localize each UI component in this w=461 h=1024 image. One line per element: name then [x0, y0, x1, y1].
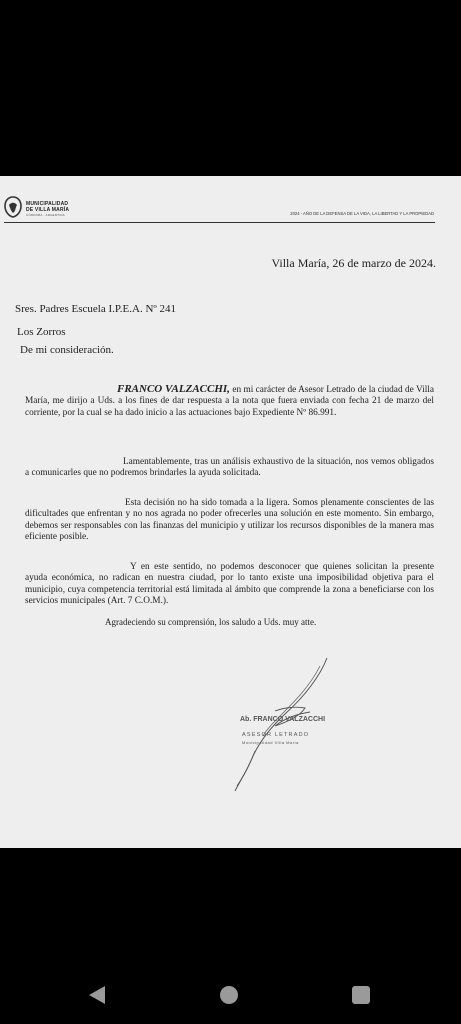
closing-line: Agradeciendo su comprensión, los saludo a Uds. muy atte. — [105, 617, 317, 627]
signer-name: Ab. FRANCO VALZACCHI — [240, 716, 326, 723]
paragraph-1 — [25, 384, 434, 419]
letterhead-org — [26, 202, 69, 219]
handwritten-signature — [225, 656, 355, 796]
letter-date: Villa María, 26 de marzo de 2024. — [271, 256, 436, 270]
letterhead-divider — [4, 222, 435, 223]
letterhead-org-line1: MUNICIPALIDAD — [26, 201, 69, 207]
letterhead-org-line2: DE VILLA MARÍA — [26, 206, 70, 213]
signer-title: ASESOR LETRADO — [242, 732, 310, 738]
letter-page — [0, 176, 461, 848]
letterhead-org-sub: CÓRDOBA · ARGENTINA — [26, 213, 65, 217]
paragraph-1-text: en mi carácter de Asesor Letrado de la ciudad de Villa María, me dirijo a Uds. a los fines de dar respuesta a la nota que fuera enviada con fecha 21 de marzo del corriente, por la cual se ha dado inicio a las actuaciones bajo Expediente Nº 86.991. — [25, 385, 434, 418]
paragraph-3: Esta decisión no ha sido tomada a la ligera. Somos plenamente conscientes de las dificultades que enfrentan y no nos agrada no poder ofrecerles una solución en este momento. Sin embargo, debemos ser responsables con las finanzas del municipio y utilizar los recursos disponibles de la manera mas eficiente posible. — [25, 498, 434, 543]
paragraph-2: Lamentablemente, tras un análisis exhaustivo de la situación, nos vemos obligados a comunicarles que no podremos brindarles la ayuda solicitada. — [25, 457, 434, 479]
municipality-logo-icon — [4, 196, 22, 218]
home-icon[interactable] — [220, 986, 238, 1004]
recents-icon[interactable] — [352, 986, 370, 1004]
recipient-line1: Sres. Padres Escuela I.P.E.A. Nº 241 — [15, 303, 177, 315]
android-nav-bar — [0, 960, 461, 1024]
signer-org: Municipalidad Villa María — [242, 740, 299, 745]
greeting: De mi consideración. — [20, 344, 114, 356]
letterhead-motto: 2024 - AÑO DE LA DEFENSA DE LA VIDA, LA LIBERTAD Y LA PROPIEDAD — [290, 211, 434, 216]
paragraph-4: Y en este sentido, no podemos desconocer que quienes solicitan la presente ayuda económica, no radican en nuestra ciudad, por lo tanto existe una imposibilidad objetiva para el municipio, cuya competencia territorial está limitada al ámbito que comprende la zona a beneficiarse con los servicios municipales (Art. 7 C.O.M.). — [25, 562, 434, 607]
recipient-line2: Los Zorros — [17, 326, 66, 338]
sender-name: FRANCO VALZACCHI, — [117, 383, 230, 395]
back-icon[interactable] — [89, 986, 105, 1004]
